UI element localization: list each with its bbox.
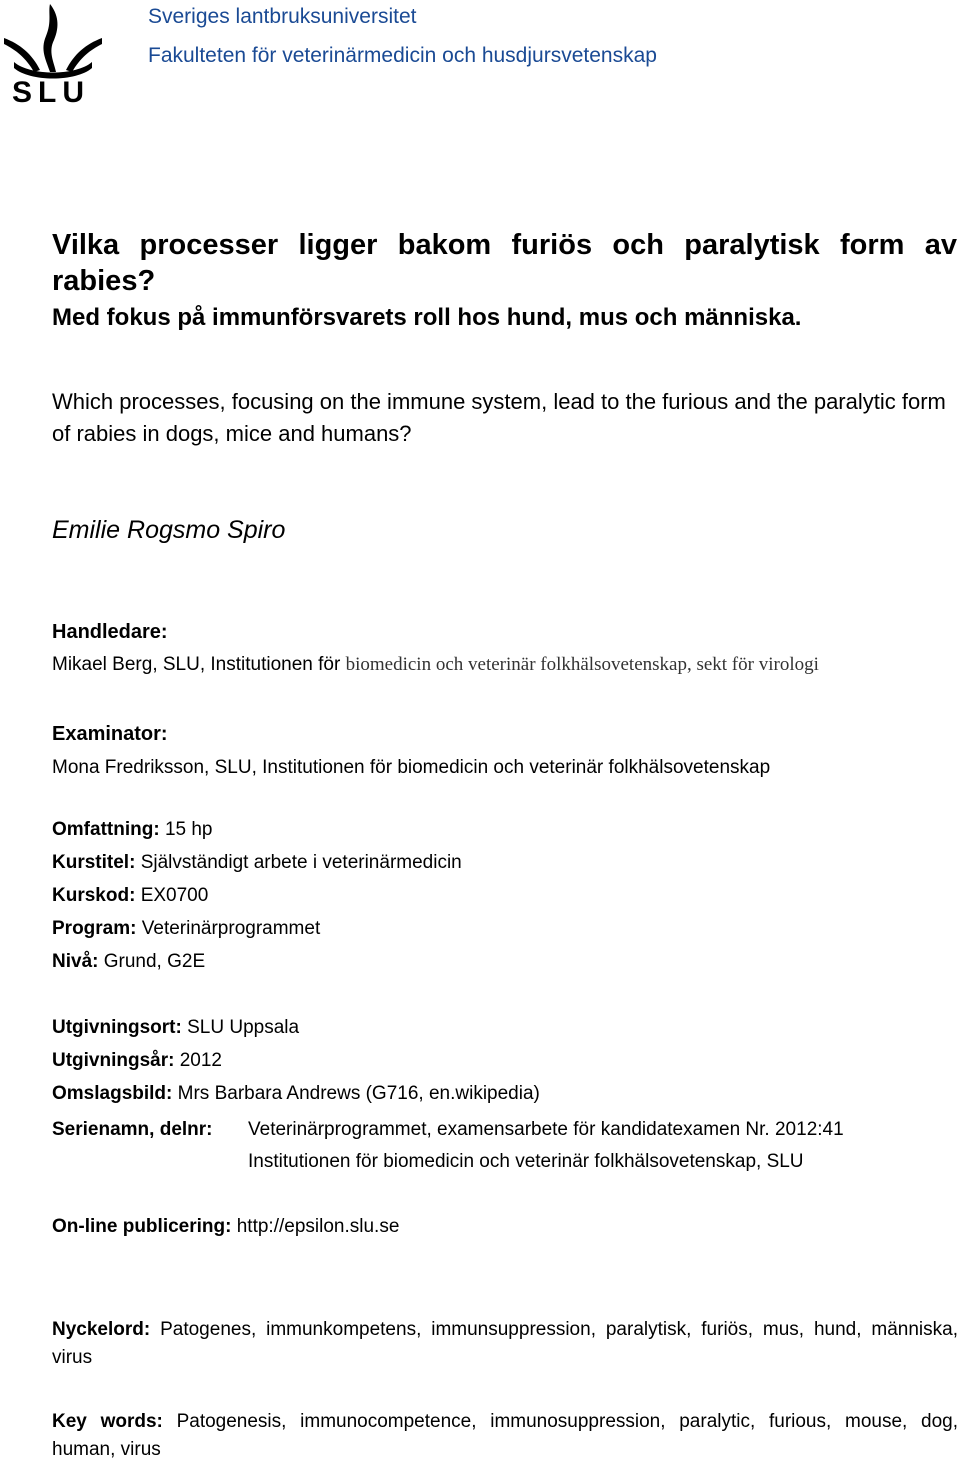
author-name: Emilie Rogsmo Spiro	[52, 516, 286, 544]
series-label: Serienamn, delnr:	[52, 1119, 213, 1140]
cover-image-row	[52, 1082, 540, 1106]
series-value-line2: Institutionen för biomedicin och veterinär folkhälsovetenskap, SLU	[248, 1151, 804, 1172]
svg-text:SLU: SLU	[12, 76, 90, 105]
supervisor-value	[52, 653, 819, 677]
cover-image-value: Mrs Barbara Andrews (G716, en.wikipedia)	[177, 1083, 540, 1104]
course-code-label: Kurskod:	[52, 885, 136, 906]
supervisor-department: biomedicin och veterinär folkhälsovetenskap, sekt för virologi	[345, 654, 819, 675]
course-title-value: Självständigt arbete i veterinärmedicin	[140, 852, 462, 873]
slu-emblem-icon	[0, 0, 110, 105]
keywords-english-label: Key words:	[52, 1411, 163, 1432]
program-row	[52, 917, 320, 941]
cover-image-label: Omslagsbild:	[52, 1083, 173, 1104]
level-value: Grund, G2E	[103, 951, 206, 972]
publication-place-value: SLU Uppsala	[187, 1017, 300, 1038]
series-value-line1: Veterinärprogrammet, examensarbete för kandidatexamen Nr. 2012:41	[248, 1119, 844, 1140]
scope-value: 15 hp	[164, 819, 213, 840]
thesis-title-line2: rabies?	[52, 265, 156, 297]
course-title-row	[52, 851, 462, 875]
faculty-name: Fakulteten för veterinärmedicin och husdjursvetenskap	[148, 44, 657, 67]
level-row	[52, 950, 205, 974]
scope-row	[52, 818, 212, 842]
course-title-label: Kurstitel:	[52, 852, 136, 873]
keywords-english	[52, 1408, 958, 1464]
slu-logo	[0, 0, 110, 105]
english-title: Which processes, focusing on the immune system, lead to the furious and the paralytic form of rabies in dogs, mice and humans?	[52, 389, 946, 446]
university-name: Sveriges lantbruksuniversitet	[148, 5, 417, 28]
supervisor-name: Mikael Berg, SLU, Institutionen för	[52, 654, 341, 675]
course-code-value: EX0700	[140, 885, 209, 906]
publication-year-label: Utgivningsår:	[52, 1050, 175, 1071]
keywords-swedish-label: Nyckelord:	[52, 1319, 151, 1340]
online-publication-row	[52, 1215, 399, 1239]
publication-place-row	[52, 1016, 299, 1040]
program-value: Veterinärprogrammet	[141, 918, 321, 939]
course-code-row	[52, 884, 208, 908]
online-publication-link[interactable]: http://epsilon.slu.se	[236, 1216, 400, 1237]
publication-year-value: 2012	[179, 1050, 223, 1071]
thesis-subtitle: Med fokus på immunförsvarets roll hos hund, mus och människa.	[52, 304, 802, 331]
thesis-title-line1: Vilka processer ligger bakom furiös och paralytisk form av	[52, 229, 957, 261]
scope-label: Omfattning:	[52, 819, 160, 840]
keywords-swedish-value: Patogenes, immunkompetens, immunsuppression, paralytisk, furiös, mus, hund, människa, virus	[52, 1319, 958, 1368]
online-publication-label: On-line publicering:	[52, 1216, 232, 1237]
supervisor-label: Handledare:	[52, 621, 168, 643]
examiner-value: Mona Fredriksson, SLU, Institutionen för biomedicin och veterinär folkhälsovetenskap	[52, 757, 771, 778]
keywords-english-value: Patogenesis, immunocompetence, immunosuppression, paralytic, furious, mouse, dog, human, virus	[52, 1411, 958, 1460]
publication-place-label: Utgivningsort:	[52, 1017, 182, 1038]
keywords-swedish	[52, 1316, 958, 1372]
examiner-label: Examinator:	[52, 723, 168, 745]
level-label: Nivå:	[52, 951, 99, 972]
publication-year-row	[52, 1049, 222, 1073]
program-label: Program:	[52, 918, 137, 939]
